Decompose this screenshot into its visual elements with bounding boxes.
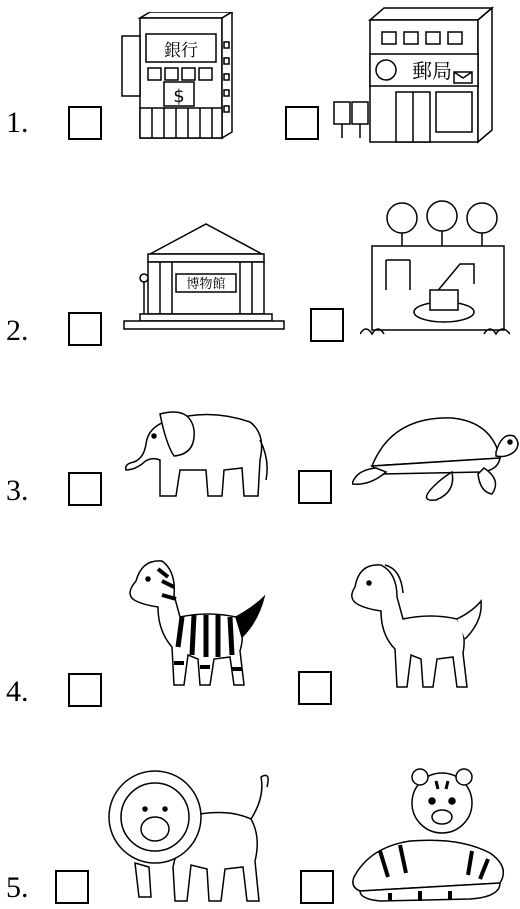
answer-checkbox-right[interactable]: [298, 470, 332, 504]
question-5: [0, 745, 520, 909]
svg-text:$: $: [173, 86, 185, 107]
answer-checkbox-left[interactable]: [68, 472, 102, 506]
museum-building-icon: [120, 222, 285, 332]
horse-icon: [345, 557, 490, 697]
svg-text:郵局: 郵局: [412, 59, 452, 83]
answer-checkbox-right[interactable]: [285, 106, 319, 140]
svg-text:銀行: 銀行: [164, 41, 198, 61]
question-2: [0, 190, 520, 360]
zebra-icon: [118, 551, 268, 701]
answer-checkbox-left[interactable]: [68, 673, 102, 707]
question-1: [0, 0, 520, 170]
post-office-building-icon: [330, 6, 495, 146]
question-number: 5.: [6, 871, 29, 904]
lion-icon: [105, 757, 275, 907]
svg-text:博物館: 博物館: [186, 277, 226, 292]
question-number: 3.: [6, 474, 29, 507]
question-number: 2.: [6, 314, 29, 347]
answer-checkbox-right[interactable]: [310, 308, 344, 342]
answer-checkbox-left[interactable]: [55, 870, 89, 904]
tiger-icon: [350, 767, 515, 902]
answer-checkbox-right[interactable]: [298, 671, 332, 705]
park-playground-icon: [360, 200, 510, 340]
answer-checkbox-right[interactable]: [300, 870, 334, 904]
question-number: 4.: [6, 675, 29, 708]
question-number: 1.: [6, 106, 29, 139]
elephant-icon: [120, 400, 270, 505]
bank-building-icon: [118, 12, 248, 142]
question-3: [0, 390, 520, 520]
answer-checkbox-left[interactable]: [68, 312, 102, 346]
answer-checkbox-left[interactable]: [68, 106, 102, 140]
sea-turtle-icon: [352, 408, 520, 503]
question-4: [0, 545, 520, 715]
